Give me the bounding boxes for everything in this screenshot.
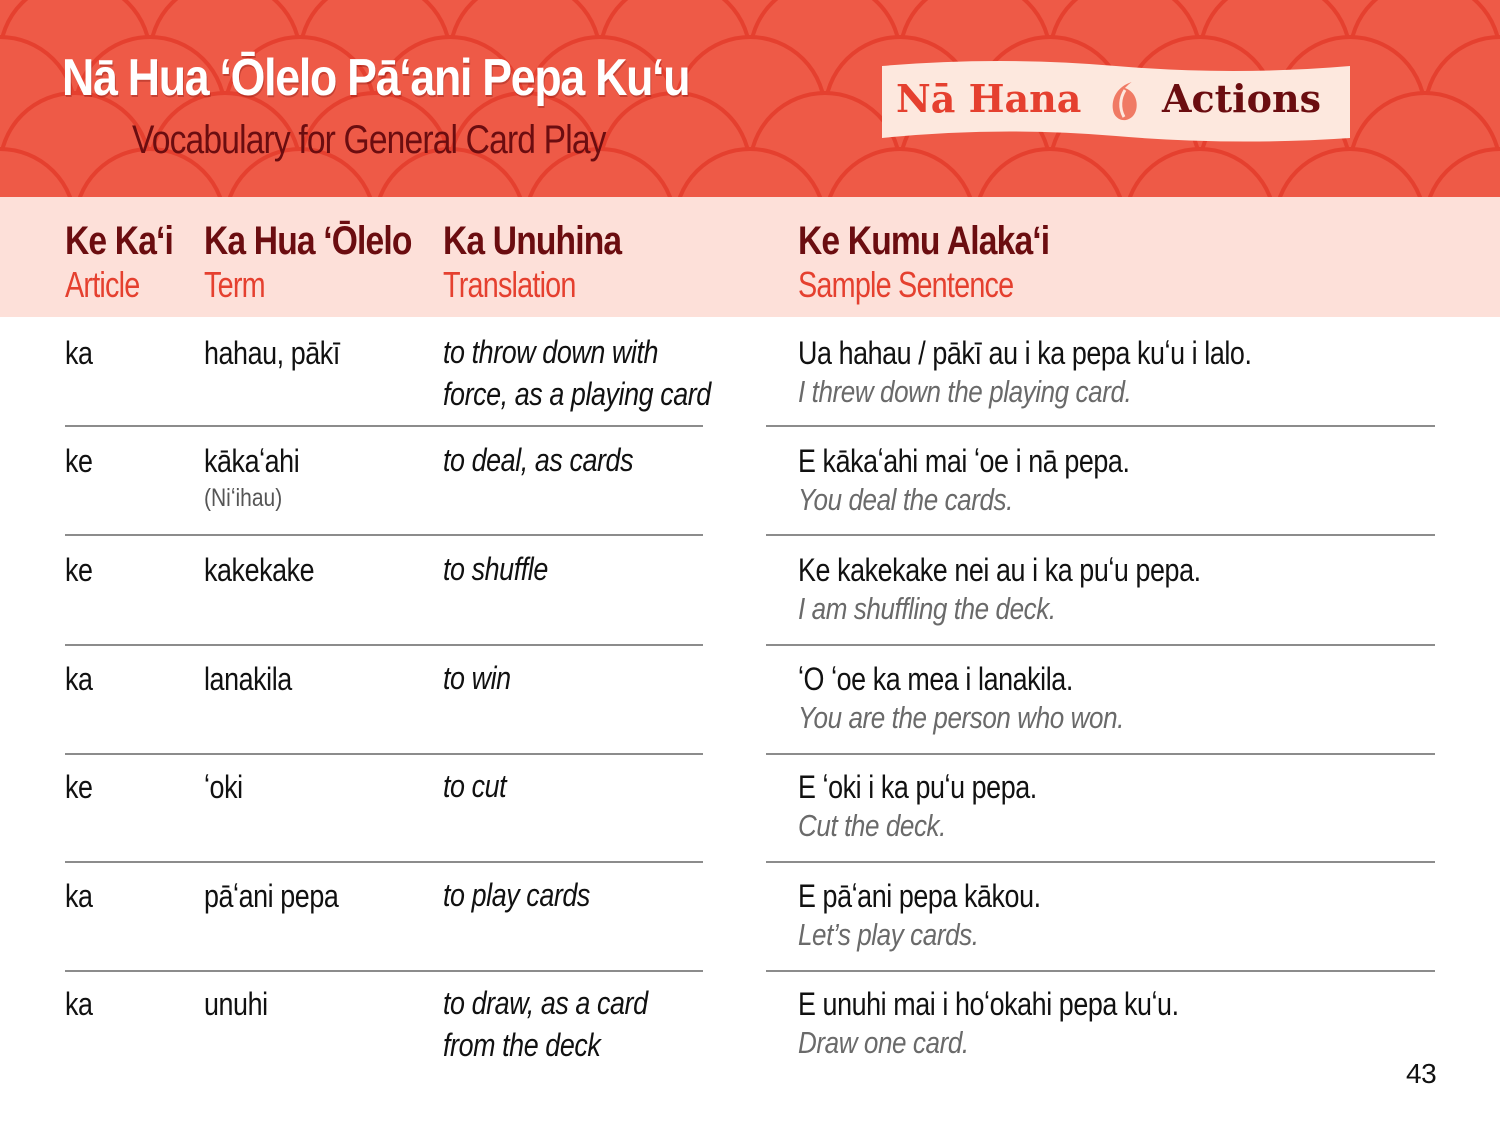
row-article: ka xyxy=(65,986,93,1022)
section-badge xyxy=(882,60,1350,142)
row-translation-line2: force, as a playing card xyxy=(443,376,711,412)
row-term: lanakila xyxy=(204,661,292,697)
row-article: ka xyxy=(65,661,93,697)
column-header-article xyxy=(65,219,194,306)
row-translation-line1: to deal, as cards xyxy=(443,442,634,478)
column-header-term-english: Term xyxy=(204,264,265,305)
row-divider xyxy=(766,861,1435,863)
page-number: 43 xyxy=(1406,1058,1437,1089)
row-term: kakekake xyxy=(204,552,315,588)
row-sentence: ʻO ʻoe ka mea i lanakila. xyxy=(798,661,1073,697)
row-sentence: E ʻoki i ka puʻu pepa. xyxy=(798,769,1037,805)
row-sentence-translation: I am shuffling the deck. xyxy=(798,591,1056,626)
column-header-translation-english: Translation xyxy=(443,264,576,305)
row-article: ke xyxy=(65,769,93,805)
row-divider xyxy=(766,753,1435,755)
column-header-translation xyxy=(443,219,655,306)
row-translation-line1: to play cards xyxy=(443,877,590,913)
row-sentence-translation: You are the person who won. xyxy=(798,700,1124,735)
row-divider xyxy=(65,425,703,427)
column-header-translation-hawaiian: Ka Unuhina xyxy=(443,219,622,263)
row-term: ʻoki xyxy=(204,769,243,805)
row-sentence-translation: I threw down the playing card. xyxy=(798,374,1132,409)
row-divider xyxy=(65,753,703,755)
row-translation-line2: from the deck xyxy=(443,1027,601,1063)
row-divider xyxy=(65,534,703,536)
row-sentence: Ke kakekake nei au i ka puʻu pepa. xyxy=(798,552,1201,588)
row-divider xyxy=(766,970,1435,972)
row-translation-line1: to cut xyxy=(443,768,507,804)
row-divider xyxy=(766,644,1435,646)
page-subtitle: Vocabulary for General Card Play xyxy=(132,118,606,162)
row-divider xyxy=(65,644,703,646)
row-sentence-translation: You deal the cards. xyxy=(798,482,1013,517)
column-header-term-hawaiian: Ka Hua ʻŌlelo xyxy=(204,219,412,263)
row-article: ke xyxy=(65,443,93,479)
row-translation-line1: to shuffle xyxy=(443,551,548,587)
column-header-term xyxy=(204,219,451,306)
column-header-sentence xyxy=(798,219,1097,306)
badge-hawaiian-label: Nā Hana xyxy=(896,76,1082,121)
row-term: kākaʻahi xyxy=(204,443,300,479)
column-header-band xyxy=(0,197,1500,317)
row-translation-line1: to draw, as a card xyxy=(443,985,648,1021)
row-term: hahau, pākī xyxy=(204,335,340,371)
column-header-article-english: Article xyxy=(65,264,140,305)
column-header-sentence-hawaiian: Ke Kumu Alakaʻi xyxy=(798,219,1050,263)
row-article: ka xyxy=(65,335,93,371)
column-header-article-hawaiian: Ke Kaʻi xyxy=(65,219,174,263)
row-translation-line1: to throw down with xyxy=(443,334,659,370)
badge-english-label: Actions xyxy=(1162,76,1321,121)
row-article: ke xyxy=(65,552,93,588)
row-term-note: (Niʻihau) xyxy=(204,484,283,512)
row-term: unuhi xyxy=(204,986,268,1022)
row-term: pāʻani pepa xyxy=(204,878,339,914)
row-divider xyxy=(766,534,1435,536)
header-banner xyxy=(0,0,1500,197)
row-sentence: E unuhi mai i hoʻokahi pepa kuʻu. xyxy=(798,986,1179,1022)
column-header-sentence-english: Sample Sentence xyxy=(798,264,1014,305)
row-sentence-translation: Cut the deck. xyxy=(798,808,946,843)
row-divider xyxy=(766,425,1435,427)
row-sentence: Ua hahau / pākī au i ka pepa kuʻu i lalo. xyxy=(798,335,1252,371)
row-divider xyxy=(65,970,703,972)
page-title: Nā Hua ʻŌlelo Pāʻani Pepa Kuʻu xyxy=(62,49,690,107)
row-sentence-translation: Let’s play cards. xyxy=(798,917,979,952)
row-translation-line1: to win xyxy=(443,660,511,696)
row-sentence-translation: Draw one card. xyxy=(798,1025,969,1060)
row-sentence: E pāʻani pepa kākou. xyxy=(798,878,1041,914)
row-divider xyxy=(65,861,703,863)
row-sentence: E kākaʻahi mai ʻoe i nā pepa. xyxy=(798,443,1130,479)
row-article: ka xyxy=(65,878,93,914)
